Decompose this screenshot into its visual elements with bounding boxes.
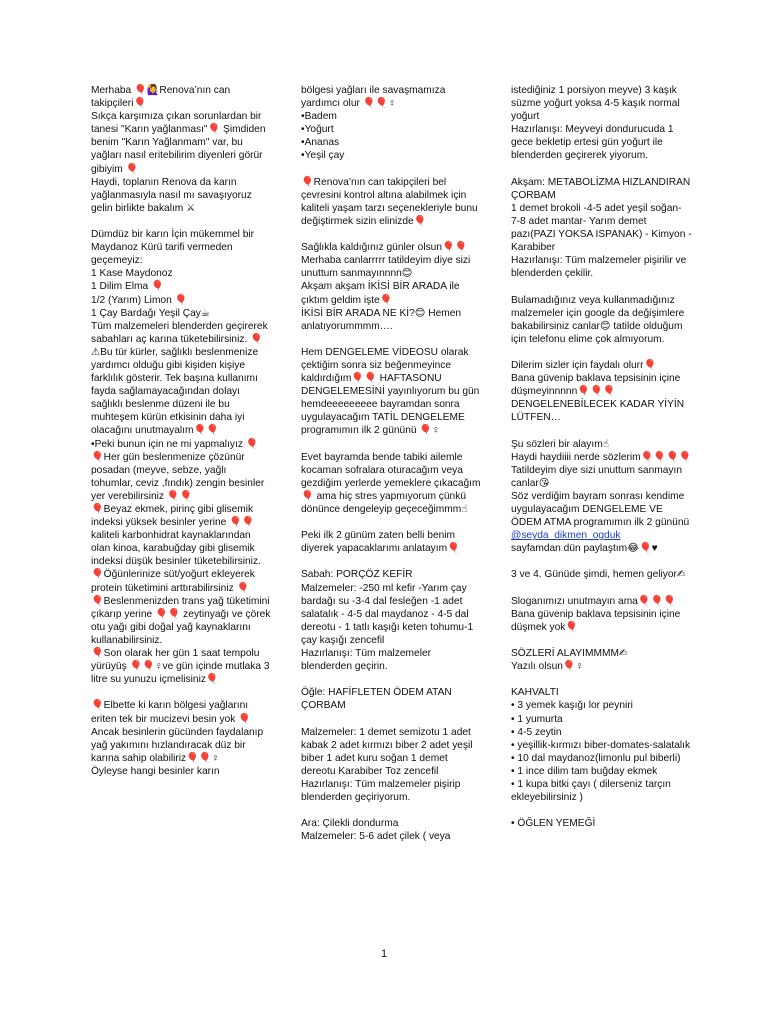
text-line: Bana güvenip baklava tepsisinin içine düşmeyinnnnn🎈🎈🎈 DENGELENEBİLECEK KADAR YİYİN LÜTFEN…	[511, 373, 687, 424]
text-line: SÖZLERİ ALAYIMMMM✍	[511, 648, 628, 660]
profile-link[interactable]: @seyda_dikmen_ogduk	[511, 530, 621, 542]
text-line: • yeşillik-kırmızı biber-domates-salatalık	[511, 739, 691, 751]
text-line: 🎈Elbette ki karın bölgesi yağlarını eriten tek bir mucizevi besin yok 🎈 Ancak besinlerin gücünden faydalanıp yağ yakımını hızlandıracak düz bir karına sahip olabiliriz🎈🎈♀	[91, 700, 267, 764]
text-line: • 10 dal maydanoz(limonlu pul biberli)	[511, 752, 681, 764]
text-column-3	[511, 84, 693, 830]
text-line: Hazırlanışı: Tüm malzemeler pişirilir ve blenderden çekilir.	[511, 255, 690, 280]
paragraph-gap	[511, 673, 693, 686]
text-line: Haydi, toplanın Renova da karın yağlanmasıyla nasıl mı savaşıyoruz gelin birlikte bakalım ⚔	[91, 176, 255, 214]
text-line: • 3 yemek kaşığı lor peyniri	[511, 700, 633, 712]
text-line: 🎈Son olarak her gün 1 saat tempolu yürüyüş 🎈🎈♀ve gün içinde mutlaka 3 litre su yunuzu içmelisiniz🎈	[91, 648, 273, 686]
paragraph-gap	[301, 516, 481, 529]
text-line: 1/2 (Yarım) Limon 🎈	[91, 294, 188, 306]
text-line: 🎈Her gün beslenmenize çözünür posadan (meyve, sebze, yağlı tohumlar, ceviz ,fındık) zengin besinler yer verebilirsiniz 🎈🎈	[91, 451, 268, 502]
text-line: İKİSİ BİR ARADA NE Kİ?😊 Hemen anlatıyorummmm….	[301, 307, 464, 332]
text-column-2	[301, 84, 481, 843]
text-line: • 4-5 zeytin	[511, 726, 562, 738]
text-line: sayfamdan dün paylaştım😂🎈♥	[511, 543, 658, 555]
text-line: Haydi haydiiii nerde sözlerim🎈🎈🎈🎈	[511, 451, 692, 463]
text-line: Sabah: PORÇÖZ KEFİR	[301, 569, 413, 581]
paragraph-gap	[511, 280, 693, 293]
text-line: Hazırlanışı: Tüm malzemeler pişirip blenderden geçiriyorum.	[301, 778, 464, 804]
paragraph-gap	[301, 555, 481, 568]
paragraph-gap	[91, 215, 271, 228]
text-line: Merhaba canlarrrrr tatildeyim diye sizi unuttum sanmayınnnn😊	[301, 255, 474, 280]
text-line: istediğiniz 1 porsiyon meyve) 3 kaşık süzme yoğurt yoksa 4-5 kaşık normal yoğurt	[511, 85, 683, 123]
text-line: Merhaba 🎈🙋‍♀️Renova’nın can takipçileri🎈	[91, 85, 234, 110]
text-line: •Yoğurt	[301, 124, 334, 136]
text-line: 🎈Beyaz ekmek, pirinç gibi glisemik indeksi yüksek besinler yerine 🎈🎈 kaliteli karbonhidrat kaynaklarından olan kinoa, karabuğday gibi glisemik indeksi düşük besinler tüketebilirsiniz.	[91, 504, 261, 568]
text-line: 1 Dilim Elma 🎈	[91, 281, 164, 293]
text-line: • ÖĞLEN YEMEĞİ	[511, 818, 596, 830]
text-line: 3 ve 4. Günüde şimdi, hemen geliyor✍	[511, 569, 686, 581]
text-line: Söz verdiğim bayram sonrası kendime uygulayacağım DENGELEME VE ÖDEM ATMA programımın ilk 2 gününü	[511, 490, 690, 529]
text-line: Akşam akşam İKİSİ BİR ARADA ile çıktım geldim işte🎈	[301, 281, 463, 306]
text-line: Öğle: HAFİFLETEN ÖDEM ATAN ÇORBAM	[301, 687, 455, 712]
text-line: Yazılı olsun🎈♀	[511, 661, 584, 673]
text-line: Hazırlanışı: Tüm malzemeler blenderden geçirin.	[301, 648, 434, 673]
paragraph-gap	[301, 333, 481, 346]
text-line: Peki ilk 2 günüm zaten belli benim diyerek yapacaklarımı anlatayım🎈	[301, 530, 460, 555]
paragraph-gap	[511, 424, 693, 437]
text-line: Malzemeler: 5-6 adet çilek ( veya	[301, 831, 451, 843]
text-line: •Badem	[301, 111, 337, 123]
text-line: 🎈Renova’nın can takipçileri bel çevresini kontrol altına alabilmek için kaliteli yaşam tarzı seçenekleriyle bunu değiştirmek sizin elinizde🎈	[301, 176, 481, 227]
text-line: •Peki bunun için ne mi yapmalıyız 🎈	[91, 438, 259, 450]
text-line: bölgesi yağları ile savaşmamıza yardımcı olur 🎈🎈♀	[301, 85, 449, 110]
paragraph-gap	[301, 804, 481, 817]
text-line: Bana güvenip baklava tepsisinin içine düşmek yok🎈	[511, 608, 684, 633]
text-line: • 1 yumurta	[511, 713, 563, 725]
text-line: Bulamadığınız veya kullanmadığınız malzemeler için google da değişimlere bakabilirsiniz canlar😊 tatilde olduğum için telefonu elime çok almıyorum.	[511, 294, 688, 345]
paragraph-gap	[301, 228, 481, 241]
text-line: 🎈Beslenmenizden trans yağ tüketimini çıkarıp yerine 🎈🎈 zeytinyağı ve çörek otu yağı gibi doğal yağ kaynaklarını kullanabilirsiniz.	[91, 595, 274, 646]
text-line: 1 Kase Maydonoz	[91, 268, 173, 280]
text-line: •Yeşil çay	[301, 150, 345, 162]
paragraph-gap	[91, 686, 271, 699]
text-line: Hem DENGELEME VİDEOSU olarak çektiğim sonra siz beğenmeyince kaldırdığım🎈🎈 HAFTASONU DENGELEMESİNİ yayınlıyorum bu gün hemdeeeeeeeee bayramdan sonra uygulayacağım TATİL DENGELEME programımın ilk 2 gününü 🎈♀	[301, 346, 483, 437]
text-line: Akşam: METABOLİZMA HIZLANDIRAN ÇORBAM	[511, 176, 694, 201]
text-line: Hazırlanışı: Meyveyi dondurucuda 1 gece bekletip ertesi gün yoğurt ile blenderden geçirerek yiyorum.	[511, 124, 677, 162]
text-line: Malzemeler: -250 ml kefir -Yarım çay bardağı su -3-4 dal fesleğen -1 adet salatalık - 4-5 dal maydanoz - 4-5 dal dereotu - 1 tatlı kaşığı keten tohumu-1 çay kaşığı zencefil	[301, 582, 476, 646]
paragraph-gap	[511, 582, 693, 595]
text-line: Sloganımızı unutmayın ama🎈🎈🎈	[511, 595, 676, 607]
paragraph-gap	[301, 713, 481, 726]
text-line: Şu sözleri bir alayım☝	[511, 438, 609, 450]
text-line: •Ananas	[301, 137, 340, 149]
text-line: Tüm malzemeleri blenderden geçirerek sabahları aç karına tüketebilirsiniz. 🎈	[91, 320, 271, 345]
text-line: 1 demet brokoli -4-5 adet yeşil soğan- 7-8 adet mantar- Yarım demet pazı(PAZI YOKSA ISPANAK) - Kimyon -Karabiber	[511, 202, 692, 254]
text-line: Tatildeyim diye sizi unuttum sanmayın canlar😘	[511, 464, 685, 489]
paragraph-gap	[511, 634, 693, 647]
text-line: Sıkça karşımıza çıkan sorunlardan bir tanesi "Karın yağlanması"🎈 Şimdiden benim "Karın Yağlanmam" var, bu yağları nasıl eritebilirim diyenleri görür gibiyim 🎈	[91, 111, 269, 175]
text-line: Malzemeler: 1 demet semizotu 1 adet kabak 2 adet kırmızı biber 2 adet yeşil biber 1 adet kuru soğan 1 demet dereotu Karabiber Toz zencefil	[301, 726, 476, 777]
text-line: 1 Çay Bardağı Yeşil Çay☕	[91, 307, 210, 319]
text-line: 🎈Öğünlerinize süt/yoğurt ekleyerek protein tüketimini arttırabilirsiniz 🎈	[91, 569, 258, 594]
text-line: • 1 kupa bitki çayı ( dilerseniz tarçın ekleyebilirsiniz )	[511, 778, 674, 804]
text-column-1	[91, 84, 274, 778]
paragraph-gap	[301, 163, 481, 176]
page-number: 1	[380, 948, 388, 960]
text-line: KAHVALTI	[511, 687, 559, 699]
paragraph-gap	[301, 438, 481, 451]
paragraph-gap	[301, 673, 481, 686]
text-line: • 1 ince dilim tam buğday ekmek	[511, 765, 658, 777]
paragraph-gap	[511, 804, 693, 817]
text-line: Dilerim sizler için faydalı olurr🎈	[511, 359, 657, 371]
text-line: Sağlıkla kaldığınız günler olsun🎈🎈	[301, 242, 468, 254]
text-line: Dümdüz bir karın İçin mükemmel bir Maydanoz Kürü tarifi vermeden geçemeyiz:	[91, 229, 257, 267]
text-line: Evet bayramda bende tabiki ailemle kocaman sofralara oturacağım veya gezdiğim yerlerde yemeklere çıkacağım🎈 ama hiç stres yapmıyorum çünkü dönünce dengeleyip geçeceğimmm☝	[301, 451, 481, 515]
text-line: Ara: Çilekli dondurma	[301, 818, 399, 830]
paragraph-gap	[511, 555, 693, 568]
paragraph-gap	[511, 163, 693, 176]
text-line: ⚠Bu tür kürler, sağlıklı beslenmenize yardımcı olduğu gibi kişiden kişiye farklılık gösterir. Tek başına kullanımı fayda sağlamayacağından dolayı sağlıklı beslenme düzeni ile bu muhteşem kürün etkisinin daha iyi olacağını unutmayalım🎈🎈	[91, 346, 261, 437]
text-line: Öyleyse hangi besinler karın	[91, 765, 220, 777]
paragraph-gap	[511, 346, 693, 359]
